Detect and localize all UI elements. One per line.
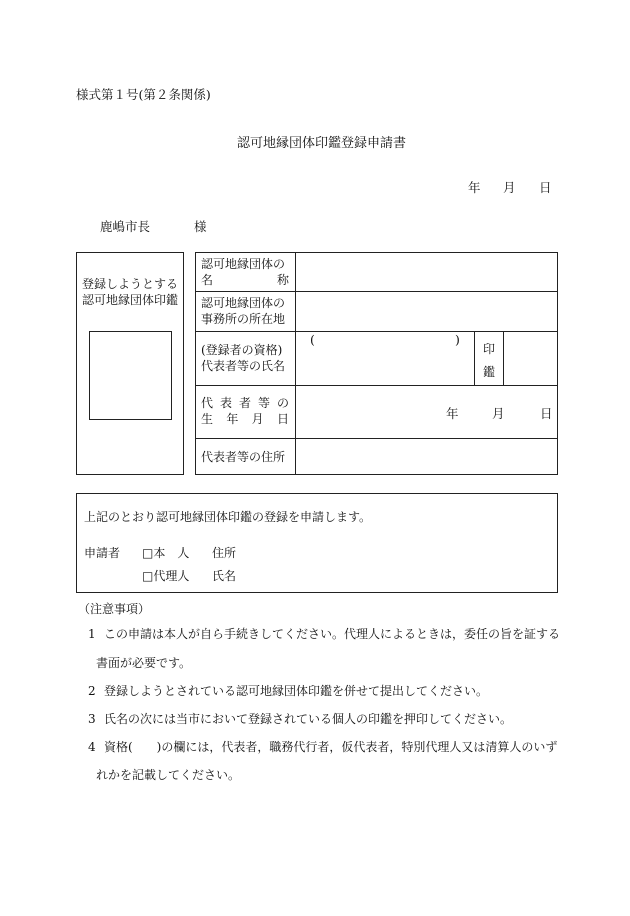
note-1-line1: この申請は本人が自ら手続きしてください。代理人によるときは，委任の旨を証する — [104, 627, 561, 641]
note-3-line1: 氏名の次には当市において登録されている個人の印鑑を押印してください。 — [104, 712, 513, 726]
seal-box-caption-line1: 登録しようとする — [82, 277, 179, 291]
date-day-label: 日 — [539, 180, 552, 195]
date-month-label: 月 — [503, 180, 516, 195]
date-year-label: 年 — [468, 180, 481, 195]
rep-name-field[interactable] — [296, 352, 473, 384]
note-1-number: 1 — [88, 627, 96, 641]
note-4-line1: 資格( )の欄には，代表者，職務代行者，仮代表者，特別代理人又は清算人のいず — [104, 740, 558, 754]
rep-name-label-line2: 代表者等の氏名 — [201, 359, 286, 373]
birthdate-month-label: 月 — [492, 406, 505, 421]
birthdate-year-label: 年 — [446, 406, 459, 421]
seal-label-top: 印 — [483, 342, 496, 356]
org-name-label-line1: 認可地縁団体の — [201, 257, 286, 271]
birthdate-field[interactable] — [296, 386, 557, 437]
applicant-name-label: 氏名 — [212, 569, 237, 583]
addressee-name: 鹿嶋市長 — [100, 219, 151, 234]
addressee-honorific: 様 — [194, 219, 207, 234]
note-4-number: 4 — [88, 740, 96, 754]
applicant-proxy-checkbox[interactable]: □代理人 — [142, 569, 190, 583]
seal-box-caption-line2: 認可地縁団体印鑑 — [82, 293, 179, 307]
rep-address-field[interactable] — [296, 439, 557, 474]
org-name-label-line2: 名 称 — [201, 273, 289, 287]
note-2-number: 2 — [88, 684, 96, 698]
applicant-label: 申請者 — [84, 546, 121, 560]
applicant-address-label: 住所 — [212, 546, 237, 560]
birthdate-day-label: 日 — [540, 406, 553, 421]
application-statement: 上記のとおり認可地縁団体印鑑の登録を申請します。 — [84, 510, 372, 524]
qualification-paren-close: ) — [455, 332, 460, 347]
note-1-line2: 書面が必要です。 — [96, 656, 192, 670]
qualification-paren-open: ( — [310, 332, 315, 347]
applicant-self-checkbox[interactable]: □本 人 — [142, 546, 190, 560]
office-address-label-line1: 認可地縁団体の — [201, 296, 286, 310]
rep-address-label: 代表者等の住所 — [201, 450, 286, 464]
form-number: 様式第１号(第２条関係) — [76, 87, 211, 102]
birthdate-label-line1: 代 表 者 等 の — [201, 396, 289, 410]
seal-impression-area[interactable] — [89, 331, 172, 420]
seal-label-bottom: 鑑 — [483, 365, 496, 379]
office-address-label-line2: 事務所の所在地 — [201, 312, 286, 326]
notes-heading: （注意事項） — [78, 602, 151, 616]
note-3-number: 3 — [88, 712, 96, 726]
note-2-line1: 登録しようとされている認可地縁団体印鑑を併せて提出してください。 — [104, 684, 489, 698]
rep-name-label-line1: (登録者の資格) — [201, 343, 283, 357]
document-title: 認可地縁団体印鑑登録申請書 — [237, 136, 407, 151]
seal-cell-left-border — [474, 331, 475, 385]
rep-seal-area[interactable] — [504, 332, 557, 384]
qualification-field[interactable] — [318, 333, 452, 349]
office-address-field[interactable] — [296, 292, 557, 330]
note-4-line2: れかを記載してください。 — [96, 768, 241, 782]
birthdate-label-line2: 生 年 月 日 — [201, 412, 289, 426]
org-name-field[interactable] — [296, 253, 557, 290]
